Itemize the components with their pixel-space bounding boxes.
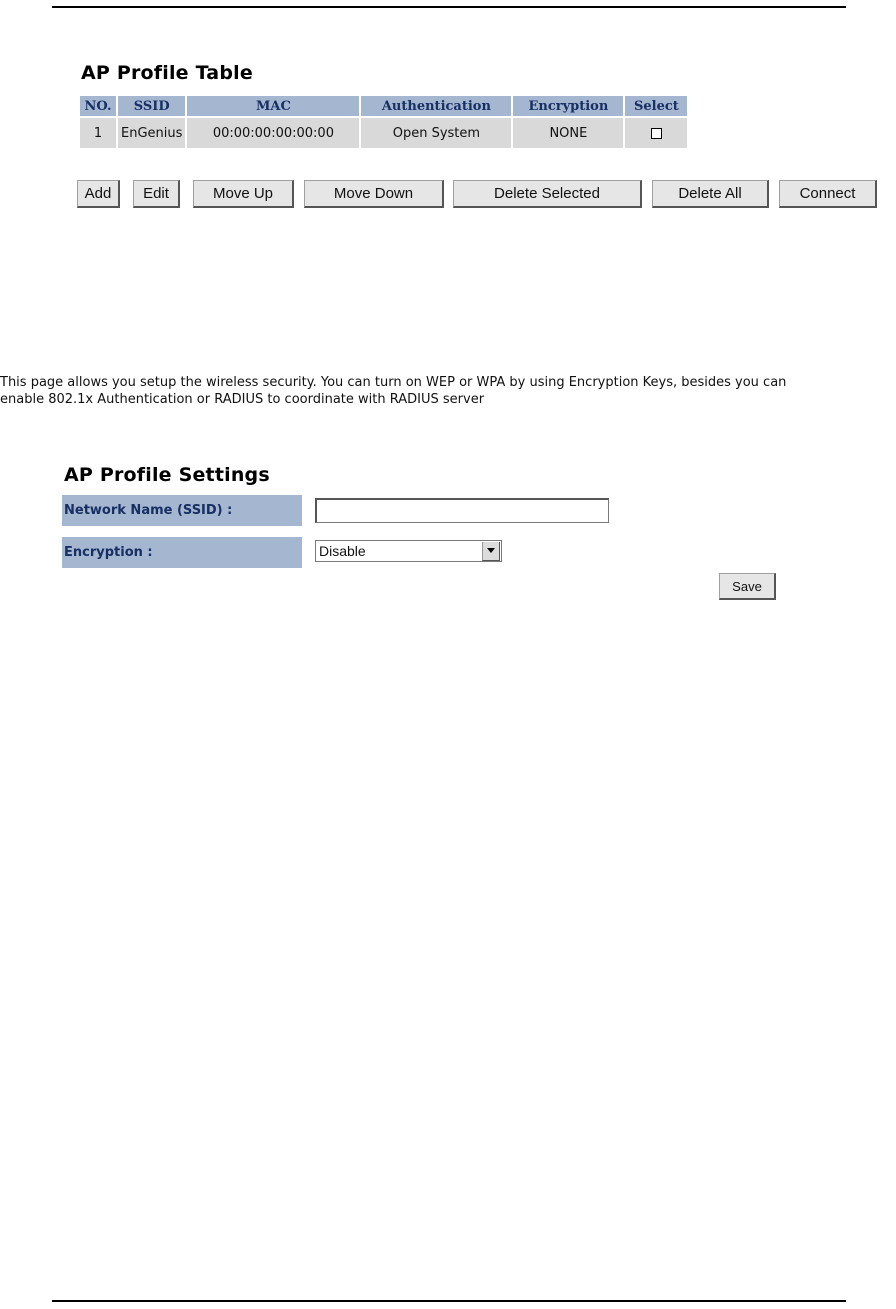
encryption-select[interactable] <box>315 540 502 562</box>
ssid-label: Network Name (SSID) : <box>62 495 302 526</box>
table-header-row <box>80 96 687 116</box>
column-header-mac: MAC <box>187 96 359 116</box>
save-button[interactable]: Save <box>719 573 776 600</box>
move-down-button[interactable]: Move Down <box>304 180 444 208</box>
delete-all-button[interactable]: Delete All <box>652 180 769 208</box>
ap-profile-settings-title: AP Profile Settings <box>64 464 270 486</box>
cell-authentication: Open System <box>361 118 511 148</box>
column-header-authentication: Authentication <box>361 96 511 116</box>
cell-ssid: EnGenius <box>118 118 185 148</box>
add-button[interactable]: Add <box>77 180 120 208</box>
cell-mac: 00:00:00:00:00:00 <box>187 118 359 148</box>
column-header-select: Select <box>625 96 687 116</box>
dropdown-arrow-icon[interactable] <box>482 542 500 561</box>
move-up-button[interactable]: Move Up <box>193 180 294 208</box>
page-description: This page allows you setup the wireless security. You can turn on WEP or WPA by using Encryption Keys, besides you can enable 802.1x Authentication or RADIUS to coordinate with RADIUS server <box>0 375 787 407</box>
table-row <box>80 118 687 148</box>
delete-selected-button[interactable]: Delete Selected <box>453 180 642 208</box>
cell-select <box>625 118 687 148</box>
encryption-label: Encryption : <box>62 537 302 568</box>
bottom-rule <box>52 1300 846 1302</box>
cell-no: 1 <box>80 118 116 148</box>
ap-profile-table <box>78 94 689 150</box>
column-header-ssid: SSID <box>118 96 185 116</box>
ap-profile-table-title: AP Profile Table <box>81 62 253 84</box>
top-rule <box>52 6 846 8</box>
column-header-encryption: Encryption <box>513 96 623 116</box>
connect-button[interactable]: Connect <box>779 180 877 208</box>
ssid-input[interactable] <box>315 498 609 523</box>
select-checkbox[interactable] <box>651 128 662 139</box>
column-header-no: NO. <box>80 96 116 116</box>
encryption-selected-value: Disable <box>319 543 366 559</box>
cell-encryption: NONE <box>513 118 623 148</box>
edit-button[interactable]: Edit <box>133 180 180 208</box>
